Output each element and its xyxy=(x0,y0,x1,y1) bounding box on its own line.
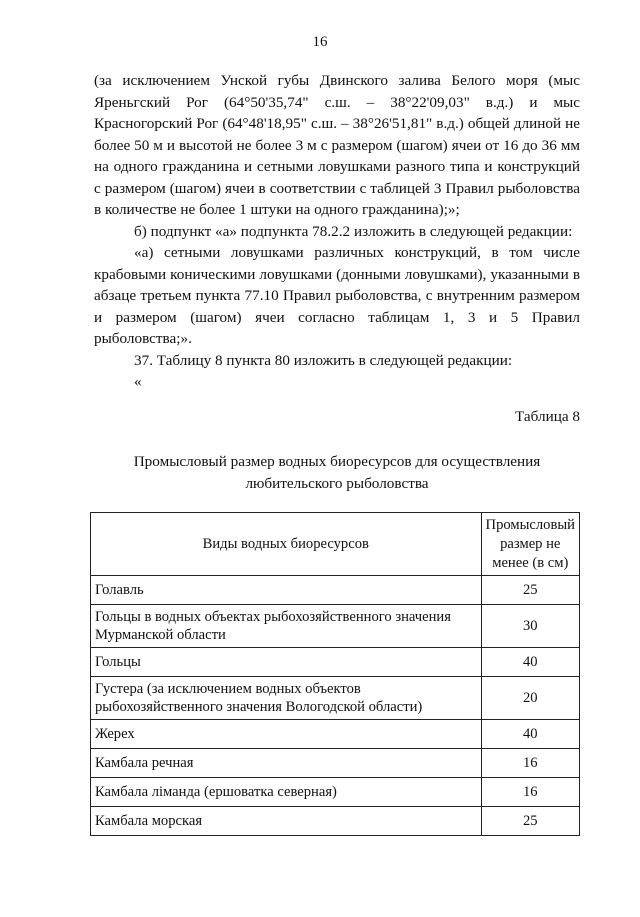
species-name: Жерех xyxy=(91,720,482,749)
fish-size-table xyxy=(90,512,580,836)
species-name: Гольцы в водных объектах рыбохозяйственного значения Мурманской области xyxy=(91,605,482,648)
table-row xyxy=(91,648,580,677)
species-size: 25 xyxy=(481,807,579,836)
table-row xyxy=(91,778,580,807)
table-row xyxy=(91,576,580,605)
species-name: Голавль xyxy=(91,576,482,605)
body-text xyxy=(94,70,580,393)
header-species: Виды водных биоресурсов xyxy=(91,513,482,576)
species-size: 16 xyxy=(481,749,579,778)
paragraph-quoted-clause-a: «а) сетными ловушками различных конструкций, в том числе крабовыми коническими ловушками (донными ловушками), указанными в абзаце третьем пункта 77.10 Правил рыболовства, с внутренним размером и размером (шагом) ячеи согласно таблицам 1, 3 и 5 Правил рыболовства;». xyxy=(94,244,580,347)
table-caption xyxy=(94,451,580,494)
paragraph-subclause-b: б) подпункт «а» подпункта 78.2.2 изложить в следующей редакции: xyxy=(134,222,573,240)
table-row xyxy=(91,677,580,720)
header-size: Промысловый размер не менее (в см) xyxy=(481,513,579,576)
species-size: 40 xyxy=(481,720,579,749)
species-size: 25 xyxy=(481,576,579,605)
species-name: Камбала речная xyxy=(91,749,482,778)
table-row xyxy=(91,720,580,749)
caption-line-1: Промысловый размер водных биоресурсов для осуществления xyxy=(133,453,541,470)
species-name: Камбала морская xyxy=(91,807,482,836)
species-name: Густера (за исключением водных объектов рыбохозяйственного значения Вологодской области) xyxy=(91,677,482,720)
caption-line-2: любительского рыболовства xyxy=(245,474,429,492)
table-row xyxy=(91,605,580,648)
table-label: Таблица 8 xyxy=(515,408,580,425)
species-size: 30 xyxy=(481,605,579,648)
opening-quote: « xyxy=(134,373,142,390)
table-row xyxy=(91,807,580,836)
page-number: 16 xyxy=(312,34,328,50)
species-size: 16 xyxy=(481,778,579,807)
species-size: 40 xyxy=(481,648,579,677)
paragraph-continuation: (за исключением Унской губы Двинского залива Белого моря (мыс Яреньгский Рог (64°50'35,74" с.ш. – 38°22'09,03" в.д.) и мыс Красногорский Рог (64°48'18,95" с.ш. – 38°26'51,81" в.д.) общей длиной не более 50 м и высотой не более 3 м с размером (шагом) ячеи от 16 до 36 мм на одного гражданина и сетными ловушками разного типа и конструкций с размером (шагом) ячеи в соответствии с таблицей 3 Правил рыболовства в количестве не более 1 штуки на одного гражданина);»; xyxy=(94,72,580,218)
species-name: Камбала ліманда (ершоватка северная) xyxy=(91,778,482,807)
species-name: Гольцы xyxy=(91,648,482,677)
species-size: 20 xyxy=(481,677,579,720)
paragraph-item-37: 37. Таблицу 8 пункта 80 изложить в следующей редакции: xyxy=(134,351,513,369)
table-header-row xyxy=(91,513,580,576)
table-row xyxy=(91,749,580,778)
